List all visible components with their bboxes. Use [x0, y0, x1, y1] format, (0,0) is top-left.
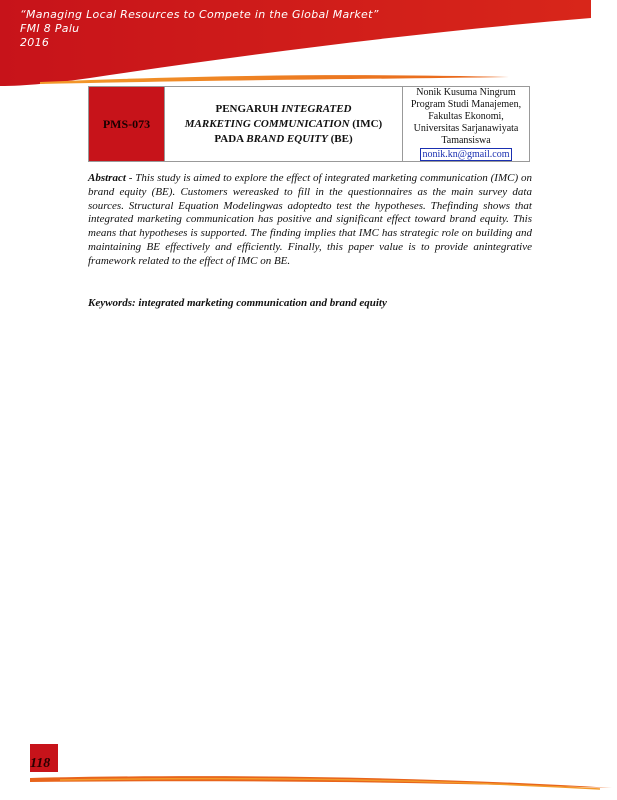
affiliation-line: Fakultas Ekonomi,: [428, 111, 504, 122]
affiliation-line: Program Studi Manajemen,: [410, 99, 522, 110]
author-email-link[interactable]: nonik.kn@gmail.com: [420, 148, 513, 161]
conference-year: 2016: [20, 36, 50, 49]
abstract-paragraph: [88, 172, 532, 269]
abstract-text: - This study is aimed to explore the effect of integrated marketing communication (IMC) on brand equity (BE). Customers wereasked to fill in the questionnaires as the main survey data sources. Structural Equation Modelingwas adoptedto test the hypotheses. Thefinding shows that integrated marketing communication has positive and significant effect toward brand equity. This means that hypotheses is supported. The finding implies that IMC has strategic role on building and maintaining BE effectively and efficiently. Finally, this paper value is to provide anintegrative framework related to the effect of IMC on BE.: [88, 172, 532, 267]
conference-name: FMI 8 Palu: [20, 22, 80, 35]
affiliation-line: Tamansiswa: [441, 135, 491, 146]
paper-code: PMS-073: [89, 87, 165, 162]
conference-theme: “Managing Local Resources to Compete in the Global Market”: [20, 8, 379, 21]
keywords: Keywords: integrated marketing communication and brand equity: [88, 297, 387, 309]
abstract-label: Abstract: [88, 172, 126, 184]
title-line: PADA BRAND EQUITY (BE): [214, 132, 353, 145]
page-number: 118: [30, 756, 51, 771]
title-line: PENGARUH INTEGRATED: [215, 102, 352, 115]
author-name: Nonik Kusuma Ningrum: [416, 87, 516, 98]
footer-swoosh: [0, 760, 617, 800]
author-info: [403, 87, 530, 162]
paper-title-table: [88, 86, 530, 162]
title-line: MARKETING COMMUNICATION (IMC): [184, 117, 383, 130]
paper-title: [165, 87, 403, 162]
affiliation-line: Universitas Sarjanawiyata: [413, 123, 519, 134]
